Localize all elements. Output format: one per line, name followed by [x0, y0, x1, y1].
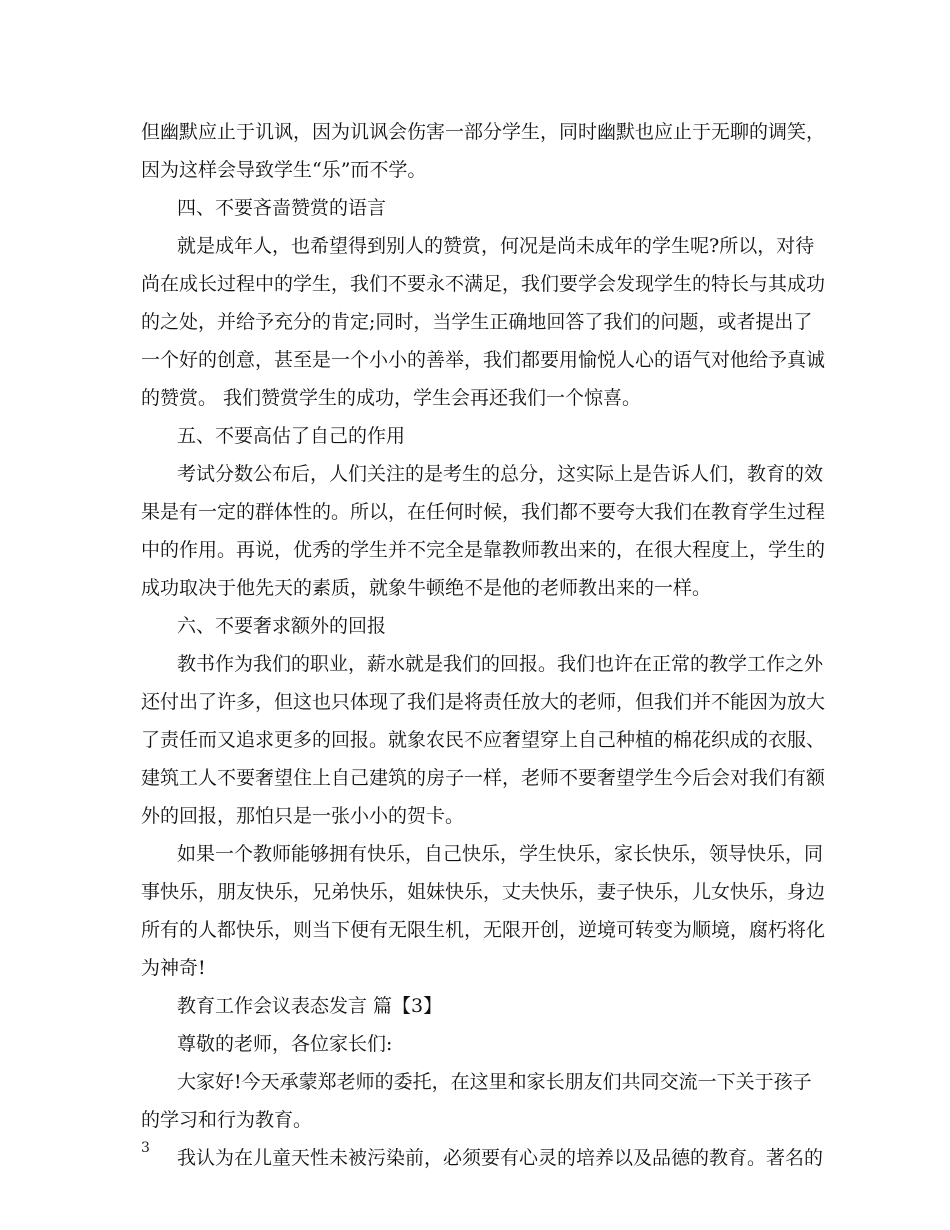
- document-body: [141, 113, 826, 1177]
- paragraph-line: 建筑工人不要奢望住上自己建筑的房子一样，老师不要奢望学生今后会对我们有额: [141, 767, 826, 789]
- paragraph-line: 事快乐，朋友快乐，兄弟快乐，姐妹快乐，丈夫快乐，妻子快乐，儿女快乐，身边: [141, 881, 826, 903]
- section-heading: 五、不要高估了自己的作用: [177, 425, 406, 447]
- paragraph-line: 教书作为我们的职业，薪水就是我们的回报。我们也许在正常的教学工作之外: [177, 653, 824, 675]
- paragraph-line: 外的回报，那怕只是一张小小的贺卡。: [141, 805, 465, 827]
- paragraph-line: 考试分数公布后，人们关注的是考生的总分，这实际上是告诉人们，教育的效: [177, 463, 824, 485]
- section-heading: 六、不要奢求额外的回报: [177, 615, 387, 637]
- paragraph-line: 一个好的创意，甚至是一个小小的善举，我们都要用愉悦人心的语气对他给予真诚: [141, 349, 826, 371]
- paragraph-line: 中的作用。再说，优秀的学生并不完全是靠教师教出来的，在很大程度上，学生的: [141, 539, 826, 561]
- paragraph-line: 尚在成长过程中的学生，我们不要永不满足，我们要学会发现学生的特长与其成功: [141, 273, 826, 295]
- paragraph-line: 的学习和行为教育。: [141, 1109, 313, 1131]
- paragraph-line: 了责任而又追求更多的回报。就象农民不应奢望穿上自己种植的棉花织成的衣服、: [141, 729, 826, 751]
- paragraph-line: 的之处，并给予充分的肯定;同时，当学生正确地回答了我们的问题，或者提出了: [141, 311, 813, 333]
- paragraph-line: 但幽默应止于讥讽，因为讥讽会伤害一部分学生，同时幽默也应止于无聊的调笑，: [141, 121, 826, 143]
- paragraph-line: 为神奇!: [141, 957, 206, 979]
- paragraph-line: 如果一个教师能够拥有快乐，自己快乐，学生快乐，家长快乐，领导快乐，同: [177, 843, 824, 865]
- section-heading: 教育工作会议表态发言 篇【3】: [177, 995, 443, 1017]
- paragraph-line: 成功取决于他先天的素质，就象牛顿绝不是他的老师教出来的一样。: [141, 577, 712, 599]
- paragraph-line: 就是成年人，也希望得到别人的赞赏，何况是尚未成年的学生呢?所以，对待: [177, 235, 815, 257]
- paragraph-line: 的赞赏。 我们赞赏学生的成功，学生会再还我们一个惊喜。: [141, 387, 642, 409]
- salutation-line: 尊敬的老师，各位家长们:: [177, 1033, 393, 1055]
- page-number: 3: [141, 1140, 150, 1156]
- paragraph-line: 因为这样会导致学生“乐”而不学。: [141, 159, 427, 181]
- paragraph-line: 所有的人都快乐，则当下便有无限生机，无限开创，逆境可转变为顺境，腐朽将化: [141, 919, 826, 941]
- section-heading: 四、不要吝啬赞赏的语言: [177, 197, 387, 219]
- paragraph-line: 我认为在儿童天性未被污染前，必须要有心灵的培养以及品德的教育。著名的: [177, 1147, 824, 1169]
- paragraph-line: 果是有一定的群体性的。所以，在任何时候，我们都不要夸大我们在教育学生过程: [141, 501, 826, 523]
- paragraph-line: 还付出了许多，但这也只体现了我们是将责任放大的老师，但我们并不能因为放大: [141, 691, 826, 713]
- paragraph-line: 大家好!今天承蒙郑老师的委托，在这里和家长朋友们共同交流一下关于孩子: [177, 1071, 812, 1093]
